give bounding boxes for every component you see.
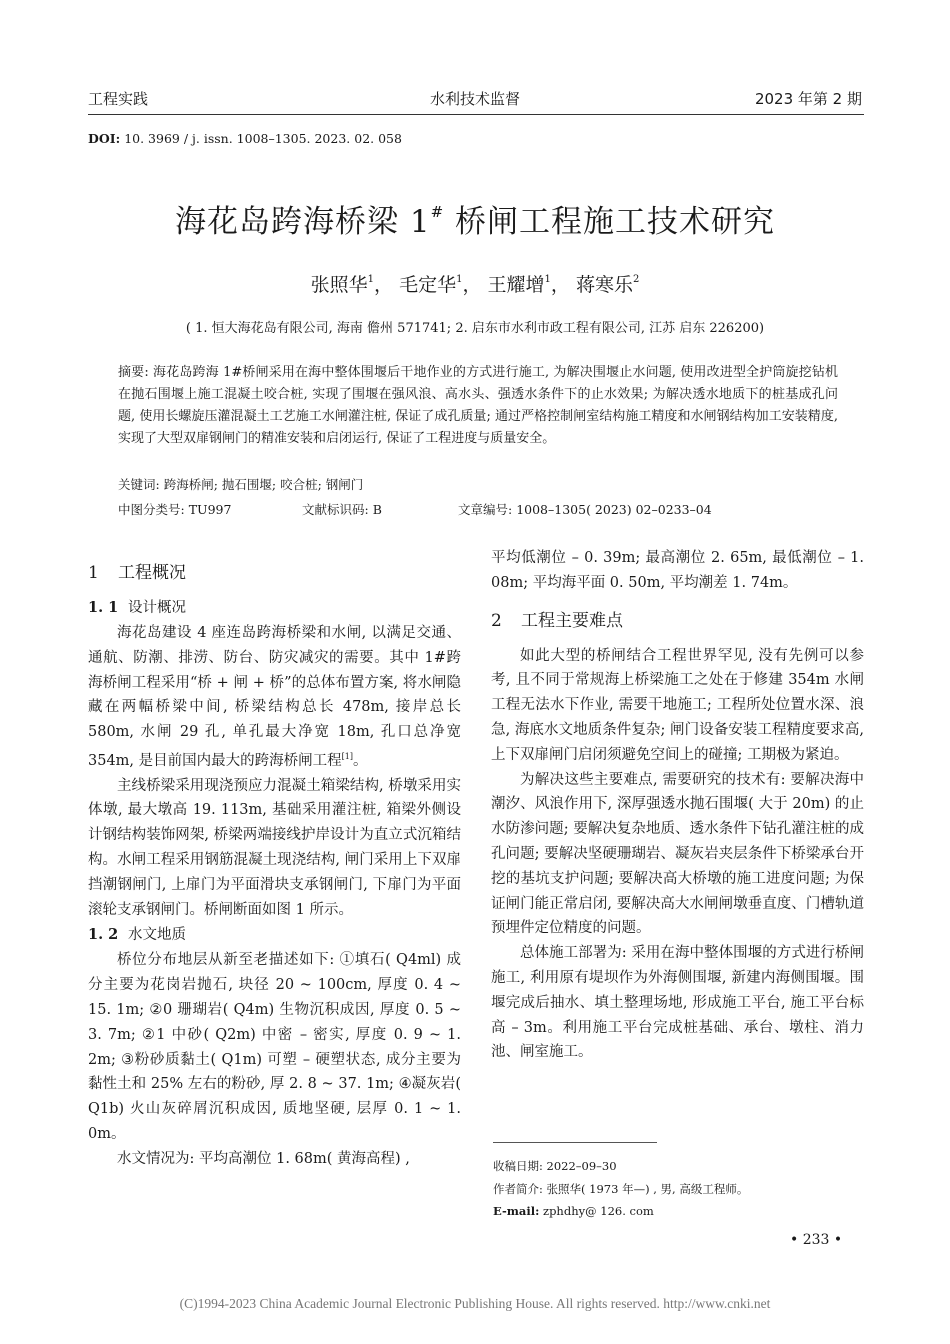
subsection-title: 水文地质 [128, 927, 186, 944]
section-title: 工程主要难点 [521, 610, 623, 631]
abstract [118, 362, 838, 450]
article-number-value: 1008–1305( 2023) 02–0233–04 [516, 502, 712, 517]
footnote-received: 收稿日期: 2022–09–30 [493, 1159, 617, 1173]
title-text-rest: 桥闸工程施工技术研究 [444, 204, 775, 240]
section-heading [88, 560, 461, 586]
keywords-label: 关键词: [118, 477, 160, 492]
doc-code-label: 文献标识码: [302, 502, 369, 517]
author-affil-mark: 2 [632, 274, 640, 285]
footnote-rule [493, 1142, 657, 1143]
author-affil-mark: 1 [367, 274, 375, 285]
paragraph: 主线桥梁采用现浇预应力混凝土箱梁结构, 桥墩采用实体墩, 最大墩高 19. 113m, 基础采用灌注桩, 箱梁外侧设计钢结构装饰网架, 桥梁两端接线护岸设计为直立式沉箱结构。水闸工程采用钢筋混凝土现浇结构, 闸门采用上下双扉挡潮钢闸门, 上扉门为平面滑块支承钢闸门, 下扉门为平面滚轮支承钢闸门。桥闸断面如图 1 所示。 [88, 777, 461, 918]
keywords-text: 跨海桥闸; 抛石围堰; 咬合桩; 钢闸门 [163, 477, 364, 492]
author: 毛定华 [399, 274, 457, 296]
email-value: zphdhy@ 126. com [543, 1204, 654, 1218]
clc-label: 中图分类号: [118, 502, 185, 517]
section-number: 1 [88, 563, 99, 583]
paragraph [88, 621, 461, 774]
author-affil-mark: 1 [544, 274, 551, 285]
section-heading [491, 608, 864, 634]
running-header-issue: 2023 年第 2 期 [754, 90, 862, 108]
paragraph: 如此大型的桥闸结合工程世界罕见, 没有先例可以参考, 且不同于常规海上桥梁施工之处在于修建 354m 水闸工程无法水下作业, 需要干地施工; 工程所处位置水深、浪急, 海底水文地质条件复杂; 闸门设备安装工程精度要求高, 上下双扉闸门启闭须避免空间上的碰撞; 工期极为紧迫。 [491, 647, 864, 763]
doi-value: 10. 3969 / j. issn. 1008–1305. 2023. 02. 058 [124, 131, 402, 146]
paragraph: 为解决这些主要难点, 需要研究的技术有: 要解决海中潮汐、风浪作用下, 深厚强透水抛石围堰( 大于 20m) 的止水防渗问题; 要解决复杂地质、透水条件下钻孔灌注桩的成孔问题; 要解决坚硬珊瑚岩、凝灰岩夹层条件下桥梁承台开挖的基坑支护问题; 要解决高大桥墩的施工进度问题; 为保证闸门能正常启闭, 要解决高大水闸闸墩垂直度、门槽轨道预埋件定位精度的问题。 [491, 771, 864, 937]
section-title: 工程概况 [118, 563, 186, 583]
author: 张照华 [310, 274, 368, 296]
affiliation: ( 1. 恒大海花岛有限公司, 海南 儋州 571741; 2. 启东市水利市政工程有限公司, 江苏 启东 226200) [185, 321, 765, 336]
doi-line [88, 131, 402, 146]
paragraph: 水文情况为: 平均高潮位 1. 68m( 黄海高程) , [117, 1150, 410, 1167]
paper-title [0, 196, 950, 241]
copyright-footer: (C)1994-2023 China Academic Journal Electronic Publishing House. All rights reserved. http://www.cnki.net [179, 1296, 771, 1311]
article-number [458, 500, 712, 518]
paragraph: 桥位分布地层从新至老描述如下: ①填石( Q4ml) 成分主要为花岗岩抛石, 块径 20 ~ 100cm, 厚度 0. 4 ~ 15. 1m; ②0 珊瑚岩( Q4m) 生物沉积成因, 厚度 0. 5 ~ 3. 7m; ②1 中砂( Q2m) 中密 – 密实, 厚度 0. 9 ~ 1. 2m; ③粉砂质黏土( Q1m) 可塑 – 硬塑状态, 成分主要为黏性土和 25% 左右的粉砂, 厚 2. 8 ~ 37. 1m; ④凝灰岩( Q1b) 火山灰碎屑沉积成因, 质地坚硬, 层厚 0. 1 ~ 1. 0m。 [88, 952, 461, 1142]
email-label: E-mail: [493, 1204, 540, 1218]
running-header-left: 工程实践 [88, 90, 149, 108]
title-superscript: # [430, 203, 445, 221]
author-affil-mark: 1 [456, 274, 463, 285]
author: 王耀增 [487, 274, 545, 296]
abstract-label: 摘要: [118, 365, 149, 380]
subsection-number: 1. 2 [88, 926, 119, 944]
subsection-heading [88, 595, 461, 621]
right-column [491, 546, 864, 1065]
running-header-journal: 水利技术监督 [429, 90, 520, 108]
article-number-label: 文章编号: [458, 502, 513, 517]
citation-ref: [1] [341, 751, 353, 761]
doi-label: DOI: [88, 131, 121, 146]
paragraph-end: 。 [353, 752, 368, 769]
left-column [88, 560, 461, 1172]
subsection-title: 设计概况 [128, 600, 186, 616]
subsection-number: 1. 1 [88, 599, 119, 616]
author-list: 张照华$^1$， 毛定华$^1$， 王耀增$^1$， 蒋寒乐$^2$ [310, 274, 640, 296]
clc-number [118, 500, 231, 518]
clc-value: TU997 [188, 502, 232, 517]
paragraph: 总体施工部署为: 采用在海中整体围堰的方式进行桥闸施工, 利用原有堤坝作为外海侧围堰, 新建内海侧围堰。围堰完成后抽水、填土整理场地, 形成施工平台, 施工平台标高 – 3m。利用施工平台完成桩基础、承台、墩柱、消力池、闸室施工。 [491, 945, 864, 1061]
section-number: 2 [491, 610, 502, 631]
author: 蒋寒乐 [575, 274, 633, 296]
subsection-heading [88, 922, 461, 948]
page-number: • 233 • [790, 1232, 843, 1248]
footnote-author: 作者简介: 张照华( 1973 年—) , 男, 高级工程师。 [493, 1182, 749, 1196]
keywords [118, 475, 363, 493]
footnote-email [493, 1204, 654, 1218]
header-rule [88, 114, 864, 115]
title-text: 海花岛跨海桥梁 1 [174, 204, 431, 240]
doc-code-value: B [372, 502, 382, 517]
document-code [302, 500, 382, 518]
abstract-text: 海花岛跨海 1#桥闸采用在海中整体围堰后干地作业的方式进行施工, 为解决围堰止水问题, 使用改进型全护筒旋挖钻机在抛石围堰上施工混凝土咬合桩, 实现了围堰在强风浪、高水头、强透水条件下的止水效果; 为解决透水地质下的桩基成孔问题, 使用长螺旋压灌混凝土工艺施工水闸灌注桩, 保证了成孔质量; 通过严格控制闸室结构施工精度和水闸钢结构加工安装精度, 实现了大型双扉钢闸门的精准安装和启闭运行, 保证了工程进度与质量安全。 [118, 365, 838, 446]
paragraph-continued: 平均低潮位 – 0. 39m; 最高潮位 2. 65m, 最低潮位 – 1. 08m; 平均海平面 0. 50m, 平均潮差 1. 74m。 [491, 550, 864, 591]
paragraph-text: 海花岛建设 4 座连岛跨海桥梁和水闸, 以满足交通、通航、防潮、排涝、防台、防灾减灾的需要。其中 1#跨海桥闸工程采用“桥 + 闸 + 桥”的总体布置方案, 将水闸隐藏在两幅桥梁中间, 桥梁结构总长 478m, 接岸总长 580m, 水闸 29 孔, 单孔最大净宽 18m, 孔口总净宽 354m, 是目前国内最大的跨海桥闸工程 [88, 625, 461, 769]
